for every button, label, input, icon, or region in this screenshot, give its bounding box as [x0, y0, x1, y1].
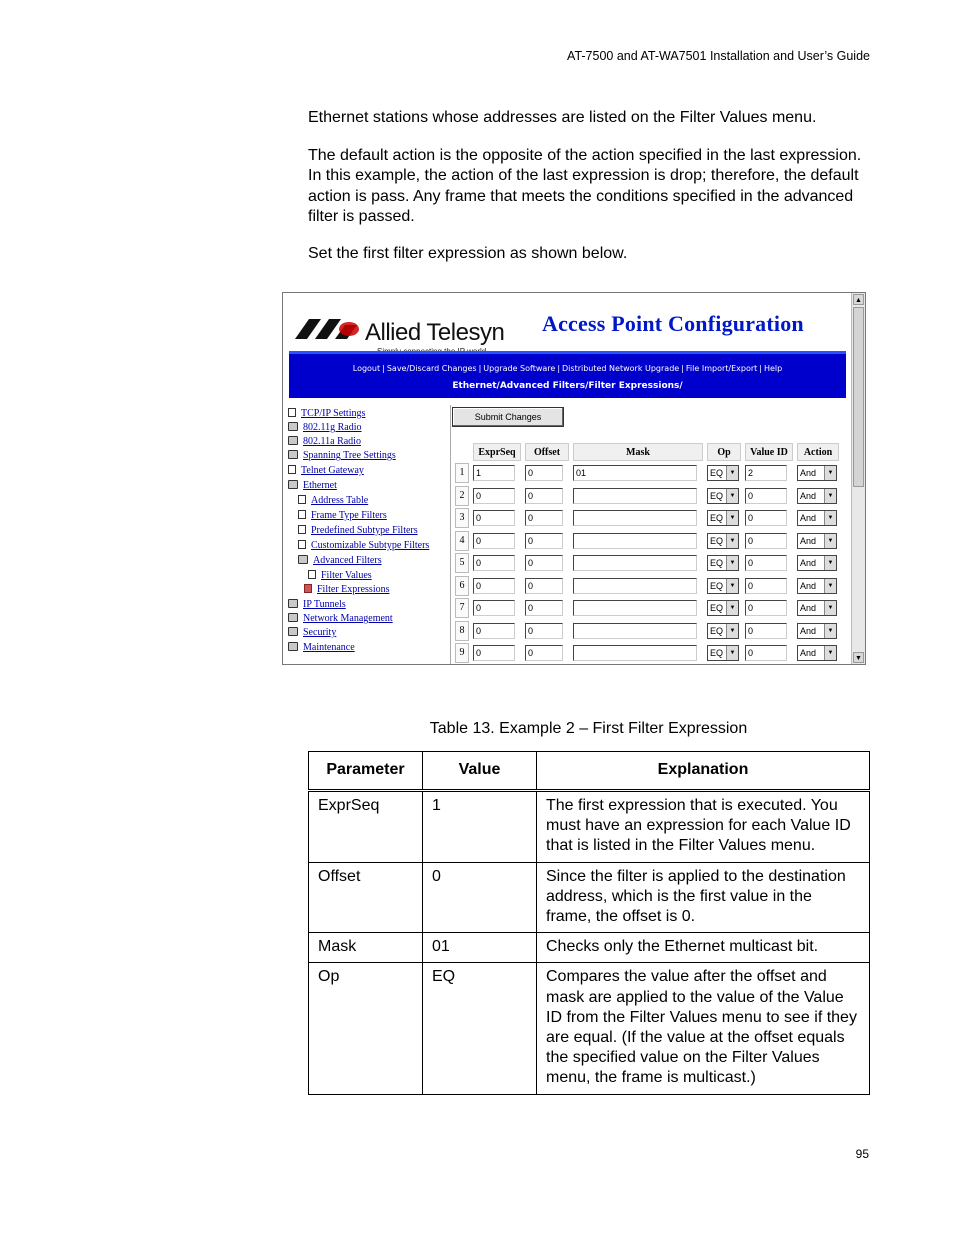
grid-row — [455, 574, 839, 596]
exprseq-input[interactable] — [473, 600, 515, 616]
action-select-value: And — [800, 648, 817, 658]
exprseq-input[interactable] — [473, 555, 515, 571]
op-select-value: EQ — [710, 468, 724, 478]
grid-row — [455, 484, 839, 506]
nav-separator: | — [759, 364, 762, 373]
action-select[interactable] — [797, 533, 837, 549]
exprseq-input[interactable] — [473, 533, 515, 549]
tree-item-label: Spanning Tree Settings — [303, 450, 396, 461]
table-row — [309, 963, 870, 1094]
exprseq-input-value: 0 — [476, 580, 482, 591]
offset-input[interactable] — [525, 533, 563, 549]
tree-item-label: Telnet Gateway — [301, 465, 364, 476]
valueid-input-value: 2 — [748, 468, 754, 478]
param-cell: Mask — [309, 933, 423, 963]
valueid-input-value: 0 — [748, 558, 754, 568]
grid-column-header: Value ID — [745, 443, 793, 461]
nav-links — [289, 364, 846, 373]
vertical-scrollbar[interactable] — [851, 293, 865, 664]
page-icon — [298, 495, 306, 504]
nav-link[interactable]: Help — [763, 364, 783, 373]
tree-item-label: Filter Expressions — [317, 584, 390, 595]
tree-item[interactable] — [288, 613, 393, 627]
grid-row — [455, 596, 839, 618]
offset-input[interactable] — [525, 600, 563, 616]
mask-input[interactable] — [573, 465, 697, 481]
row-number: 5 — [455, 553, 469, 573]
valueid-input[interactable] — [745, 488, 787, 504]
mask-input[interactable] — [573, 623, 697, 639]
folder-icon — [288, 642, 298, 651]
tree-item[interactable] — [298, 495, 368, 509]
scroll-thumb[interactable] — [853, 307, 864, 487]
action-select[interactable] — [797, 510, 837, 526]
valueid-input-value: 0 — [748, 648, 754, 658]
tree-item[interactable] — [288, 599, 346, 613]
grid-row — [455, 619, 839, 641]
action-select-value: And — [800, 468, 817, 478]
offset-input[interactable] — [525, 578, 563, 594]
offset-input-value: 0 — [528, 468, 534, 478]
tree-item[interactable] — [298, 525, 418, 539]
offset-input[interactable] — [525, 510, 563, 526]
exprseq-input[interactable] — [473, 645, 515, 661]
grid-column-header: Offset — [525, 443, 569, 461]
chevron-down-icon[interactable]: ▼ — [824, 624, 836, 638]
folder-icon — [288, 613, 298, 622]
table-row — [309, 791, 870, 863]
page-icon — [298, 540, 306, 549]
tree-item-label: Filter Values — [321, 570, 372, 581]
valueid-input-value: 0 — [748, 490, 754, 501]
op-select-value: EQ — [710, 603, 724, 613]
action-select[interactable] — [797, 465, 837, 481]
tree-item[interactable] — [298, 555, 382, 569]
chevron-down-icon[interactable]: ▼ — [726, 579, 738, 593]
grid-column-header: Action — [797, 443, 839, 461]
grid-row — [455, 529, 839, 551]
table-caption: Table 13. Example 2 – First Filter Expression — [429, 720, 748, 737]
action-select-value: And — [800, 580, 817, 591]
tree-item-label: 802.11g Radio — [303, 422, 362, 433]
page-number: 95 — [855, 1147, 869, 1161]
row-number: 9 — [455, 643, 469, 663]
mask-input[interactable] — [573, 578, 697, 594]
row-number: 8 — [455, 621, 469, 641]
tree-item[interactable] — [288, 642, 355, 656]
param-cell: ExprSeq — [309, 791, 423, 863]
op-select-value: EQ — [710, 648, 724, 658]
op-select[interactable] — [707, 533, 739, 549]
tree-item[interactable] — [298, 540, 429, 554]
exprseq-input-value: 0 — [476, 558, 482, 568]
row-number: 7 — [455, 598, 469, 618]
offset-input-value: 0 — [528, 648, 534, 658]
logo-text: Allied Telesyn — [365, 319, 505, 346]
active-page-icon — [304, 584, 312, 593]
tree-item-label: Ethernet — [303, 480, 337, 491]
nav-separator: | — [681, 364, 684, 373]
mask-input-value: 01 — [576, 468, 587, 478]
exprseq-input[interactable] — [473, 623, 515, 639]
op-select-value: EQ — [710, 490, 724, 501]
nav-link[interactable]: Upgrade Software — [483, 364, 556, 373]
chevron-down-icon[interactable]: ▼ — [824, 601, 836, 615]
folder-icon — [288, 450, 298, 459]
body-paragraph-1: Ethernet stations whose addresses are listed on the Filter Values menu. — [308, 109, 817, 126]
value-cell: 01 — [423, 933, 537, 963]
page-icon — [298, 510, 306, 519]
chevron-down-icon[interactable]: ▼ — [726, 601, 738, 615]
mask-input[interactable] — [573, 555, 697, 571]
parameters-table — [308, 751, 870, 1095]
mask-input[interactable] — [573, 533, 697, 549]
open-folder-icon — [288, 480, 298, 489]
at-logo-mark-icon — [295, 317, 361, 341]
offset-input-value: 0 — [528, 603, 534, 613]
chevron-down-icon[interactable]: ▼ — [726, 466, 738, 480]
folder-icon — [288, 627, 298, 636]
action-select[interactable] — [797, 645, 837, 661]
tree-item[interactable] — [308, 570, 372, 584]
offset-input-value: 0 — [528, 580, 534, 591]
valueid-input-value: 0 — [748, 513, 754, 523]
explanation-cell: Since the filter is applied to the destination address, which is the first value in the frame, the offset is 0. — [537, 862, 870, 933]
valueid-input[interactable] — [745, 555, 787, 571]
action-select[interactable] — [797, 578, 837, 594]
nav-link[interactable]: Distributed Network Upgrade — [562, 364, 680, 373]
action-select[interactable] — [797, 623, 837, 639]
tree-item-label: IP Tunnels — [303, 599, 346, 610]
grid-column-header: Mask — [573, 443, 703, 461]
param-cell: Offset — [309, 862, 423, 933]
tree-item-label: Address Table — [311, 495, 369, 506]
submit-changes-button[interactable]: Submit Changes — [452, 407, 564, 427]
body-paragraph-3: Set the first filter expression as shown below. — [308, 245, 628, 262]
grid-column-header: Op — [707, 443, 741, 461]
offset-input-value: 0 — [528, 535, 534, 546]
action-select-value: And — [800, 490, 817, 501]
grid-row — [455, 506, 839, 528]
op-select-value: EQ — [710, 535, 724, 546]
exprseq-input-value: 0 — [476, 490, 482, 501]
running-header: AT-7500 and AT-WA7501 Installation and User’s Guide — [567, 49, 870, 63]
exprseq-input-value: 0 — [476, 648, 482, 658]
tree-item[interactable] — [304, 584, 390, 598]
embedded-screenshot — [282, 292, 866, 665]
valueid-input[interactable] — [745, 533, 787, 549]
chevron-down-icon[interactable]: ▼ — [726, 646, 738, 660]
offset-input-value: 0 — [528, 625, 534, 636]
op-select[interactable] — [707, 510, 739, 526]
col-header-parameter: Parameter — [309, 752, 423, 791]
explanation-cell: Compares the value after the offset and mask are applied to the value of the Value ID from the Filter Values menu to see if they are equal. (If the value at the offset equals the specified value on the Filter Values menu, the frame is multicast.) — [537, 963, 870, 1094]
exprseq-input[interactable] — [473, 510, 515, 526]
page-icon — [288, 408, 296, 417]
tree-item[interactable] — [288, 627, 336, 641]
value-cell: 0 — [423, 862, 537, 933]
row-number: 6 — [455, 576, 469, 596]
action-select-value: And — [800, 535, 817, 546]
chevron-down-icon[interactable]: ▼ — [824, 534, 836, 548]
scroll-down-icon[interactable]: ▼ — [853, 652, 864, 663]
action-select-value: And — [800, 625, 817, 636]
page-icon — [308, 570, 316, 579]
chevron-down-icon[interactable]: ▼ — [824, 511, 836, 525]
chevron-down-icon[interactable]: ▼ — [824, 466, 836, 480]
tree-item[interactable] — [288, 450, 396, 464]
tree-divider — [450, 405, 451, 664]
nav-link[interactable]: File Import/Export — [685, 364, 758, 373]
offset-input[interactable] — [525, 465, 563, 481]
valueid-input[interactable] — [745, 600, 787, 616]
chevron-down-icon[interactable]: ▼ — [824, 579, 836, 593]
nav-bar — [289, 351, 846, 398]
row-number: 4 — [455, 531, 469, 551]
chevron-down-icon[interactable]: ▼ — [726, 534, 738, 548]
tree-item-label: Advanced Filters — [313, 555, 382, 566]
exprseq-input-value: 1 — [476, 468, 482, 478]
valueid-input[interactable] — [745, 465, 787, 481]
offset-input[interactable] — [525, 623, 563, 639]
op-select-value: EQ — [710, 580, 724, 591]
grid-row — [455, 641, 839, 663]
op-select[interactable] — [707, 623, 739, 639]
offset-input[interactable] — [525, 645, 563, 661]
op-select-value: EQ — [710, 513, 724, 523]
tree-item[interactable] — [288, 465, 364, 479]
exprseq-input-value: 0 — [476, 603, 482, 613]
folder-icon — [288, 599, 298, 608]
mask-input[interactable] — [573, 645, 697, 661]
valueid-input[interactable] — [745, 578, 787, 594]
op-select[interactable] — [707, 578, 739, 594]
allied-telesyn-logo — [295, 307, 525, 345]
exprseq-input[interactable] — [473, 578, 515, 594]
action-select[interactable] — [797, 488, 837, 504]
valueid-input-value: 0 — [748, 625, 754, 636]
valueid-input[interactable] — [745, 510, 787, 526]
chevron-down-icon[interactable]: ▼ — [726, 489, 738, 503]
offset-input[interactable] — [525, 555, 563, 571]
chevron-down-icon[interactable]: ▼ — [824, 646, 836, 660]
scroll-up-icon[interactable]: ▲ — [853, 294, 864, 305]
valueid-input[interactable] — [745, 623, 787, 639]
op-select-value: EQ — [710, 558, 724, 568]
tree-item[interactable] — [298, 510, 387, 524]
op-select[interactable] — [707, 465, 739, 481]
offset-input-value: 0 — [528, 513, 534, 523]
col-header-value: Value — [423, 752, 537, 791]
explanation-cell: The first expression that is executed. You must have an expression for each Value ID that is listed in the Filter Values menu. — [537, 791, 870, 863]
exprseq-input-value: 0 — [476, 625, 482, 636]
page-icon — [288, 465, 296, 474]
open-folder-icon — [298, 555, 308, 564]
tree-item-label: Security — [303, 627, 337, 638]
tree-item[interactable] — [288, 408, 365, 422]
breadcrumb: Ethernet/Advanced Filters/Filter Expressions/ — [452, 381, 683, 391]
nav-link[interactable]: Logout — [352, 364, 381, 373]
tree-item-label: Network Management — [303, 613, 393, 624]
page-icon — [298, 525, 306, 534]
explanation-cell: Checks only the Ethernet multicast bit. — [537, 933, 870, 963]
param-cell: Op — [309, 963, 423, 1094]
tree-item-label: TCP/IP Settings — [301, 408, 366, 419]
mask-input[interactable] — [573, 510, 697, 526]
tree-item-label: Predefined Subtype Filters — [311, 525, 418, 536]
body-paragraph-2: The default action is the opposite of the action specified in the last expression. In this example, the action of the last expression is drop; therefore, the default action is pass. Any frame that meets the conditions specified in the advanced filter is passed. — [308, 147, 862, 225]
op-select[interactable] — [707, 555, 739, 571]
row-number: 2 — [455, 486, 469, 506]
tree-item[interactable] — [288, 422, 362, 436]
nav-separator: | — [382, 364, 385, 373]
nav-separator: | — [478, 364, 482, 373]
grid-row — [455, 461, 839, 483]
action-select[interactable] — [797, 600, 837, 616]
tree-item-label: Customizable Subtype Filters — [311, 540, 430, 551]
valueid-input-value: 0 — [748, 603, 754, 613]
tree-item[interactable] — [288, 436, 361, 450]
mask-input[interactable] — [573, 488, 697, 504]
nav-separator: | — [557, 364, 561, 373]
valueid-input-value: 0 — [748, 535, 754, 546]
chevron-down-icon[interactable]: ▼ — [726, 511, 738, 525]
folder-icon — [288, 436, 298, 445]
table-row — [309, 862, 870, 933]
nav-link[interactable]: Save/Discard Changes — [386, 364, 477, 373]
value-cell: EQ — [423, 963, 537, 1094]
exprseq-input[interactable] — [473, 465, 515, 481]
tree-item[interactable] — [288, 480, 337, 494]
col-header-explanation: Explanation — [537, 752, 870, 791]
row-number: 1 — [455, 463, 469, 483]
op-select[interactable] — [707, 488, 739, 504]
action-select-value: And — [800, 558, 817, 568]
chevron-down-icon[interactable]: ▼ — [824, 489, 836, 503]
op-select-value: EQ — [710, 625, 724, 636]
chevron-down-icon[interactable]: ▼ — [726, 624, 738, 638]
action-select-value: And — [800, 603, 817, 613]
offset-input-value: 0 — [528, 558, 534, 568]
exprseq-input[interactable] — [473, 488, 515, 504]
valueid-input[interactable] — [745, 645, 787, 661]
grid-row — [455, 551, 839, 573]
offset-input-value: 0 — [528, 490, 534, 501]
chevron-down-icon[interactable]: ▼ — [726, 556, 738, 570]
tree-item-label: Frame Type Filters — [311, 510, 387, 521]
offset-input[interactable] — [525, 488, 563, 504]
value-cell: 1 — [423, 791, 537, 863]
chevron-down-icon[interactable]: ▼ — [824, 556, 836, 570]
op-select[interactable] — [707, 645, 739, 661]
valueid-input-value: 0 — [748, 580, 754, 591]
action-select-value: And — [800, 513, 817, 523]
grid-column-header: ExprSeq — [473, 443, 521, 461]
folder-icon — [288, 422, 298, 431]
row-number: 3 — [455, 508, 469, 528]
exprseq-input-value: 0 — [476, 535, 482, 546]
mask-input[interactable] — [573, 600, 697, 616]
tree-item-label: 802.11a Radio — [303, 436, 361, 447]
table-row — [309, 933, 870, 963]
exprseq-input-value: 0 — [476, 513, 482, 523]
op-select[interactable] — [707, 600, 739, 616]
tree-item-label: Maintenance — [303, 642, 355, 653]
action-select[interactable] — [797, 555, 837, 571]
app-title: Access Point Configuration — [542, 311, 804, 336]
